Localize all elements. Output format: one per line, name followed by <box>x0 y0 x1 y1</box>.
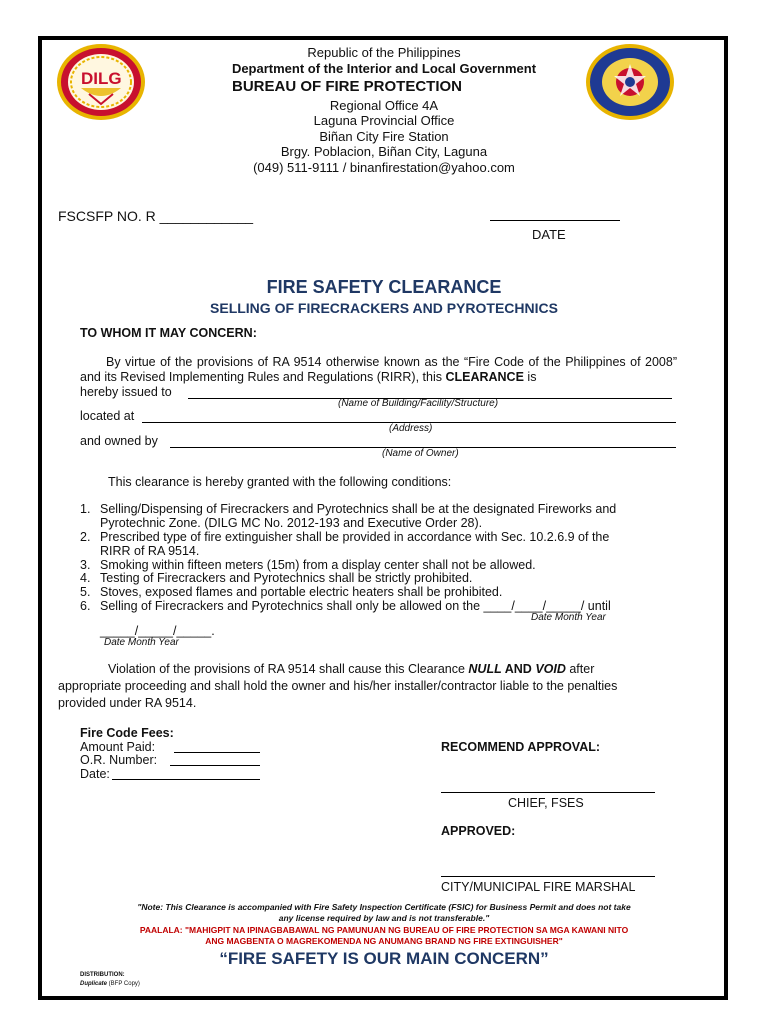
date-line <box>490 220 620 221</box>
amount-paid-field[interactable] <box>174 752 260 753</box>
dilg-logo-text: DILG <box>81 69 122 88</box>
region-line: Regional Office 4A <box>329 98 439 113</box>
condition-number: 1. <box>80 502 91 516</box>
void-word: VOID <box>535 662 566 676</box>
condition-number: 4. <box>80 571 91 585</box>
condition-text: Prescribed type of fire extinguisher shall be provided in accordance with Sec. 10.2.6.9 of the <box>100 530 610 544</box>
fees-date-field[interactable] <box>112 779 260 780</box>
distribution-label: DISTRIBUTION: <box>80 972 125 978</box>
violation-text-1: Violation of the provisions of RA 9514 shall cause this Clearance <box>108 662 469 676</box>
owned-by-label: and owned by <box>80 434 158 448</box>
marshal-label: CITY/MUNICIPAL FIRE MARSHAL <box>441 880 636 894</box>
condition-text: Stoves, exposed flames and portable electric heaters shall be prohibited. <box>100 585 503 599</box>
violation-line-3: provided under RA 9514. <box>58 696 197 710</box>
condition-text: Selling of Firecrackers and Pyrotechnics shall only be allowed on the ____/____/_____/ until <box>100 599 611 613</box>
condition-text-cont: RIRR of RA 9514. <box>100 544 200 558</box>
owner-caption: (Name of Owner) <box>382 448 459 459</box>
violation-line-1 <box>108 662 594 676</box>
condition-text-cont: Pyrotechnic Zone. (DILG MC No. 2012-193 and Executive Order 28). <box>100 516 483 530</box>
fees-title: Fire Code Fees: <box>80 726 174 740</box>
contact-line: (049) 511-9111 / binanfirestation@yahoo.com <box>253 160 515 175</box>
document-subtitle: SELLING OF FIRECRACKERS AND PYROTECHNICS <box>210 300 558 316</box>
duplicate-word: Duplicate <box>80 981 108 987</box>
condition-text: Selling/Dispensing of Firecrackers and Pyrotechnics shall be at the designated Fireworks and <box>100 502 617 516</box>
paalala-line-2: ANG MAGBENTA O MAGREKOMENDA NG ANUMANG BRAND NG FIRE EXTINGUISHER" <box>205 936 563 946</box>
marshal-signature-line[interactable] <box>441 876 655 877</box>
or-number-field[interactable] <box>170 765 260 766</box>
approved-label: APPROVED: <box>441 824 516 838</box>
fees-date-label: Date: <box>80 767 110 781</box>
department-line: Department of the Interior and Local Government <box>231 61 537 76</box>
note-line-2: any license required by law and is not transferable." <box>278 913 490 923</box>
province-line: Laguna Provincial Office <box>313 113 455 128</box>
bureau-line: BUREAU OF FIRE PROTECTION <box>232 78 463 95</box>
condition-text: Smoking within fifteen meters (15m) from a display center shall not be allowed. <box>100 558 536 572</box>
amount-paid-label: Amount Paid: <box>80 740 156 754</box>
condition-number: 2. <box>80 530 91 544</box>
chief-label: CHIEF, FSES <box>508 796 584 810</box>
located-at-label: located at <box>80 409 135 423</box>
form-number: FSCSFP NO. R ____________ <box>58 208 254 224</box>
date-caption: Date Month Year <box>104 637 179 648</box>
condition-number: 3. <box>80 558 91 572</box>
issued-to-label: hereby issued to <box>80 385 172 399</box>
date-label: DATE <box>532 227 566 242</box>
duplicate-note: (BFP Copy) <box>107 981 140 987</box>
and-word: AND <box>501 662 536 676</box>
motto: “FIRE SAFETY IS OUR MAIN CONCERN” <box>219 949 549 968</box>
republic-line: Republic of the Philippines <box>307 45 461 60</box>
address-line: Brgy. Poblacion, Biñan City, Laguna <box>280 144 488 159</box>
condition-number: 6. <box>80 599 91 613</box>
document-title: FIRE SAFETY CLEARANCE <box>266 277 502 297</box>
salutation: TO WHOM IT MAY CONCERN: <box>80 326 257 340</box>
address-caption: (Address) <box>389 423 433 434</box>
intro-text-1: By virtue of the provisions of RA 9514 otherwise known as the “Fire Code of the Philippines of 2008” and its Revised Implementing Rules and Regulations (RIRR), this <box>80 355 677 384</box>
chief-signature-line[interactable] <box>441 792 655 793</box>
null-word: NULL <box>468 662 502 676</box>
or-number-label: O.R. Number: <box>80 753 158 767</box>
paalala-line-1: PAALALA: "MAHIGPIT NA IPINAGBABAWAL NG PAMUNUAN NG BUREAU OF FIRE PROTECTION SA MGA KAWANI NITO <box>139 925 629 935</box>
intro-paragraph <box>80 355 677 385</box>
note-line-1: "Note: This Clearance is accompanied with Fire Safety Inspection Certificate (FSIC) for Business Permit and does not take <box>137 902 631 912</box>
station-line: Biñan City Fire Station <box>319 129 449 144</box>
intro-clearance-word: CLEARANCE <box>445 370 524 384</box>
condition-text-cont: _____/_____/_____. <box>100 624 215 638</box>
violation-line-2: appropriate proceeding and shall hold the owner and his/her installer/contractor liable to the penalties <box>58 679 618 693</box>
conditions-intro: This clearance is hereby granted with the following conditions: <box>108 475 452 489</box>
intro-text-2: is <box>523 370 537 384</box>
condition-text: Testing of Firecrackers and Pyrotechnics shall be strictly prohibited. <box>100 571 473 585</box>
building-caption: (Name of Building/Facility/Structure) <box>338 398 499 409</box>
violation-text-2: after <box>565 662 595 676</box>
date-caption: Date Month Year <box>531 612 606 623</box>
recommend-approval-label: RECOMMEND APPROVAL: <box>441 740 601 754</box>
condition-number: 5. <box>80 585 91 599</box>
distribution-duplicate <box>80 981 140 987</box>
